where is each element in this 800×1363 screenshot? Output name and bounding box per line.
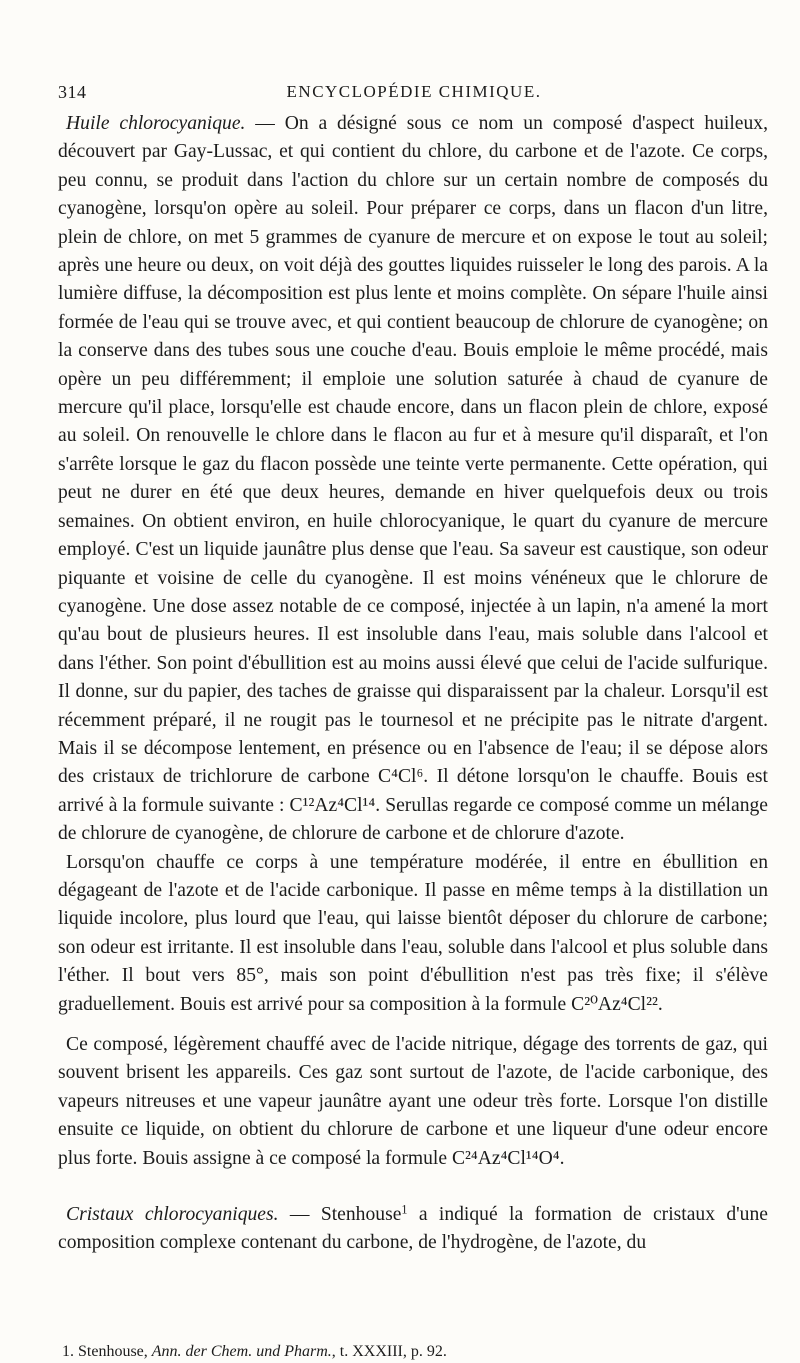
paragraph-text: — On a désigné sous ce nom un composé d'aspect huileux, découvert par Gay-Lussac, et qui contient du chlore, du carbone et de l'azote. Ce corps, peu connu, se produit dans l'action du chlore sur un certain nombre de composés du cyanogène, lorsqu'on opère au soleil. Pour préparer ce corps, dans un flacon d'un litre, plein de chlore, on met 5 grammes de cyanure de mercure et on expose le tout au soleil; après une heure ou deux, on voit déjà des gouttes liquides ruisseler le long des parois. A la lumière diffuse, la décomposition est plus lente et moins complète. On sépare l'huile ainsi formée de l'eau qui se trouve avec, et qui contient beaucoup de chlorure de cyanogène; on la conserve dans des tubes sous une couche d'eau. Bouis emploie le même procédé, mais opère un peu différemment; il emploie une solution saturée à chaud de cyanure de mercure qu'il place, lorsqu'elle est chaude encore, dans un flacon plein de chlore, exposé au soleil. On renouvelle le chlore dans le flacon au fur et à mesure qu'il disparaît, et l'on s'arrête lorsque le gaz du flacon possède une teinte verte permanente. Cette opération, qui peut ne durer en été que deux heures, demande en hiver quelquefois deux ou trois semaines. On obtient environ, en huile chlorocyanique, le quart du cyanure de mercure employé. C'est un liquide jaunâtre plus dense que l'eau. Sa saveur est caustique, son odeur piquante et voisine de celle du cyanogène. Il est moins vénéneux que le chlorure de cyanogène. Une dose assez notable de ce composé, injectée à un lapin, n'a amené la mort qu'au bout de plusieurs heures. Il est insoluble dans l'eau, mais soluble dans l'alcool et dans l'éther. Son point d'ébullition est au moins aussi élevé que celui de l'acide sulfurique. Il donne, sur du papier, des taches de graisse qui disparaissent par la chaleur. Lorsqu'il est récemment préparé, il ne rougit pas le tournesol et ne précipite pas le nitrate d'argent. Mais il se décompose lentement, en présence ou en l'absence de l'eau; il se dépose alors des cristaux de trichlorure de carbone [58,113,768,788]
paragraph-text: . Il détone lorsqu'on le chauffe. Bouis est arrivé à la formule suivante : [58,766,768,816]
paragraph-cristaux-chlorocyaniques [58,1201,768,1258]
body-text [58,110,768,1258]
paragraph-end: . [559,1147,565,1169]
paragraph-huile-chlorocyanique [58,110,768,849]
paragraph-text: . Serullas regarde ce composé comme un mélange de chlorure de cyanogène, de chlorure de carbone et de chlorure d'azote. [58,794,768,845]
paragraph-text: Ce composé, légèrement chauffé avec de l'acide nitrique, dégage des torrents de gaz, qui souvent brisent les appareils. Ces gaz sont surtout de l'azote, de l'acide carbonique, des vapeurs nitreuses et une vapeur jaunâtre ayant une odeur très forte. Lorsque l'on distille ensuite ce liquide, on obtient du chlorure de carbone et une liqueur d'une odeur encore plus forte. Bouis assigne à ce composé la formule [58,1034,768,1169]
section-heading-huile: Huile chlorocyanique. [66,113,246,134]
footnote-reference[interactable]: 1 [401,1202,408,1217]
paragraph-chauffage [58,849,768,1019]
paragraph-end: . [657,993,663,1015]
running-title: ENCYCLOPÉDIE CHIMIQUE. [286,82,542,101]
formula-bouis-2: C²⁰Az⁴Cl²² [571,993,658,1015]
footnote-journal: Ann. der Chem. und Pharm. [151,1343,332,1360]
footnote-number: 1. [62,1343,74,1360]
formula-trichlorure: C⁴Cl⁶ [378,766,424,788]
paragraph-text: — Stenhouse [289,1204,402,1226]
footnote-reference-detail: , t. XXXIII, p. 92. [331,1343,447,1360]
formula-bouis-3: C²⁴Az⁴Cl¹⁴O⁴ [451,1147,560,1169]
paragraph-acide-nitrique [58,1031,768,1173]
footnote [62,1342,762,1362]
paragraph-text: Lorsqu'on chauffe ce corps à une température modérée, il entre en ébullition en dégageant de l'azote et de l'acide carbonique. Il passe en même temps à la distillation un liquide incolore, plus lourd que l'eau, qui laisse bientôt déposer du chlorure de carbone; son odeur est irritante. Il est insoluble dans l'eau, soluble dans l'alcool et plus soluble dans l'éther. Il bout vers 85°, mais son point d'ébullition n'est pas très fixe; il s'élève graduellement. Bouis est arrivé pour sa composition à la formule [58,851,768,1015]
paragraph-text: a indiqué la formation de cristaux d'une composition complexe contenant du carbone, de l'hydrogène, de l'azote, du [58,1204,768,1254]
formula-bouis-1: C¹²Az⁴Cl¹⁴ [289,794,376,816]
running-head [58,82,770,108]
section-heading-cristaux: Cristaux chlorocyaniques. [66,1204,279,1226]
page-number: 314 [58,82,87,102]
footnote-author: Stenhouse, [78,1343,148,1360]
